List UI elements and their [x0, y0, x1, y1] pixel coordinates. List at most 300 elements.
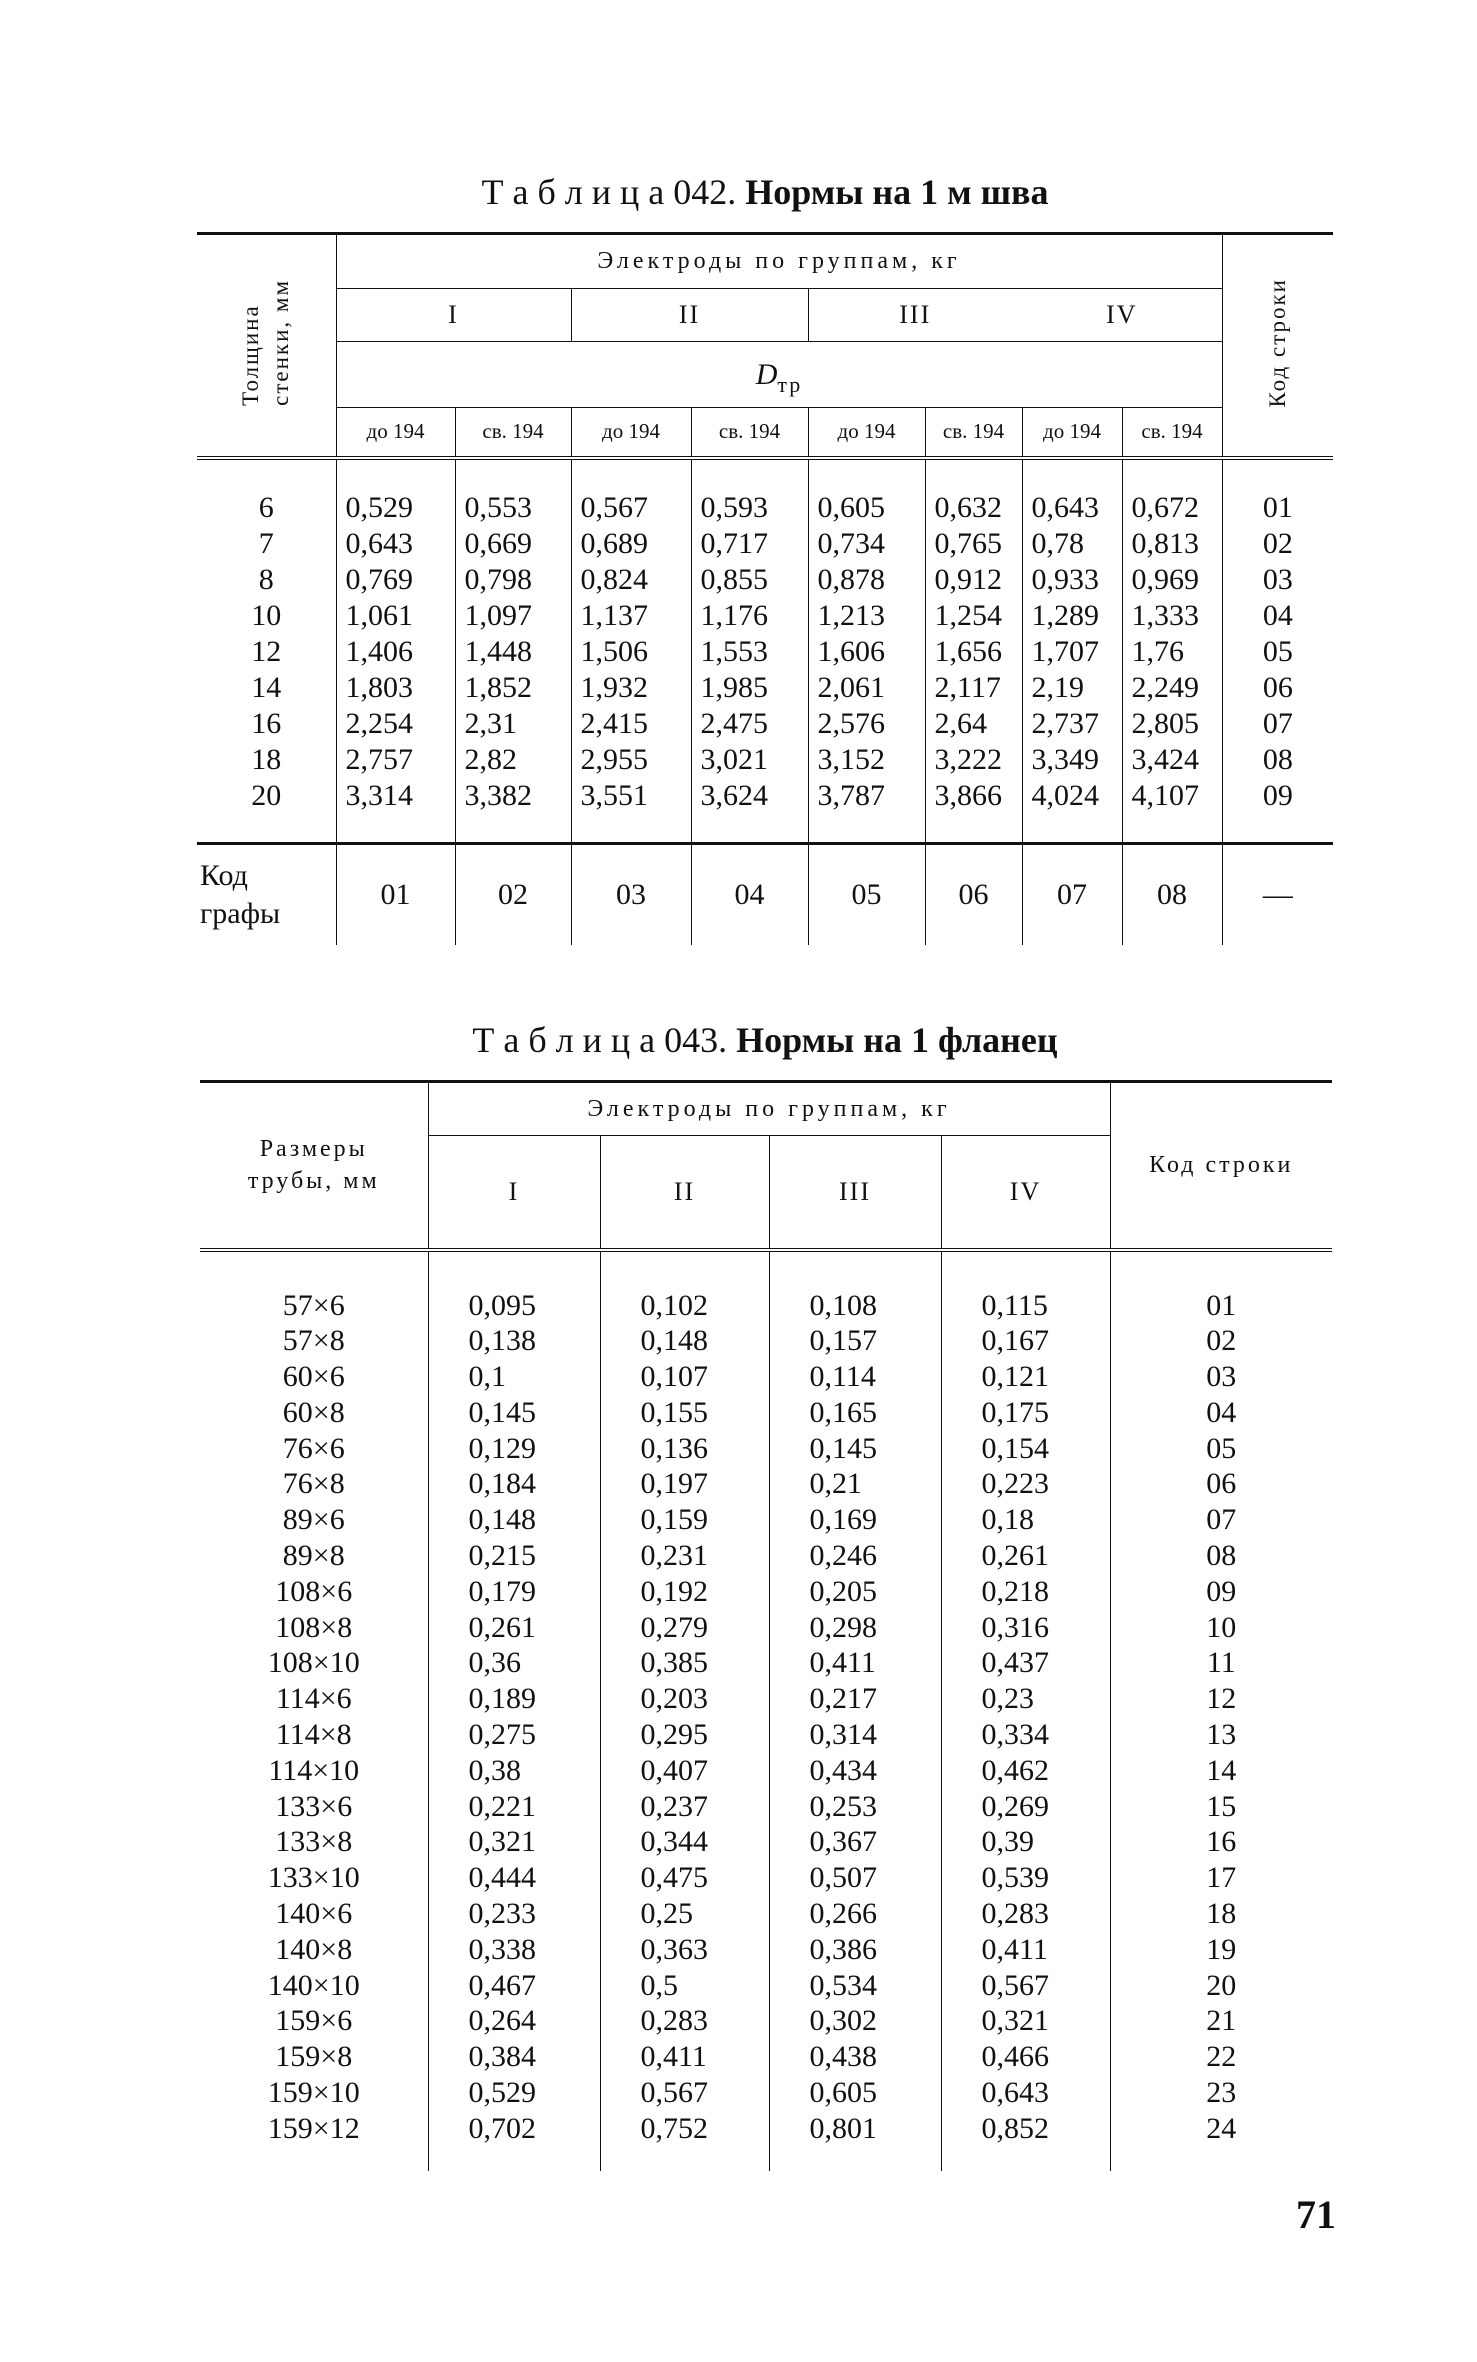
table-row — [200, 1250, 1332, 1324]
wall-thickness-header — [197, 234, 336, 458]
value-cell: 0,138 — [428, 1323, 600, 1359]
value-cell: 0,295 — [600, 1717, 769, 1753]
value-cell: 4,107 — [1122, 778, 1222, 844]
pipe-size-cell: 140×10 — [267, 1968, 360, 2002]
value-cell: 0,933 — [1022, 562, 1122, 598]
row-code-cell: 04 — [1110, 1395, 1332, 1431]
wall-thickness-cell: 14 — [251, 670, 282, 704]
value-cell: 0,386 — [769, 1932, 941, 1968]
value-cell: 0,129 — [428, 1431, 600, 1467]
value-cell: 3,349 — [1022, 742, 1122, 778]
value-cell: 3,222 — [925, 742, 1022, 778]
value-cell: 0,411 — [941, 1932, 1110, 1968]
value-cell: 3,021 — [691, 742, 808, 778]
row-code-cell: 19 — [1110, 1932, 1332, 1968]
value-cell: 1,803 — [336, 670, 455, 706]
group-header-I: I — [428, 1136, 600, 1250]
header-row-diameter — [197, 342, 1333, 408]
table-row — [197, 526, 1333, 562]
value-cell: 0,567 — [600, 2075, 769, 2111]
value-cell: 0,593 — [691, 458, 808, 526]
group-header-III: III — [769, 1136, 941, 1250]
pipe-size-cell: 114×8 — [275, 1718, 352, 1752]
value-cell: 1,852 — [455, 670, 571, 706]
value-cell: 0,852 — [941, 2111, 1110, 2171]
value-cell: 0,283 — [600, 2003, 769, 2039]
column-code-cell: 03 — [571, 843, 691, 945]
table-row — [200, 1359, 1332, 1395]
value-cell: 3,787 — [808, 778, 925, 844]
table-row — [200, 1574, 1332, 1610]
value-cell: 0,148 — [600, 1323, 769, 1359]
value-cell: 2,64 — [925, 706, 1022, 742]
value-cell: 0,605 — [808, 458, 925, 526]
table-row — [200, 1681, 1332, 1717]
value-cell: 1,137 — [571, 598, 691, 634]
value-cell: 0,154 — [941, 1431, 1110, 1467]
value-cell: 0,261 — [428, 1610, 600, 1646]
table-row — [200, 2003, 1332, 2039]
value-cell: 0,261 — [941, 1538, 1110, 1574]
pipe-size-cell: 76×8 — [282, 1467, 345, 1501]
row-code-cell: 08 — [1110, 1538, 1332, 1574]
value-cell: 0,107 — [600, 1359, 769, 1395]
page-number: 71 — [1296, 2192, 1336, 2237]
value-cell: 2,415 — [571, 706, 691, 742]
column-code-cell: 08 — [1122, 843, 1222, 945]
value-cell: 0,438 — [769, 2039, 941, 2075]
table-row — [197, 706, 1333, 742]
row-code-cell: 14 — [1110, 1753, 1332, 1789]
row-code-cell: 03 — [1110, 1359, 1332, 1395]
pipe-size-cell: 108×10 — [267, 1646, 360, 1680]
value-cell: 0,912 — [925, 562, 1022, 598]
value-cell: 1,506 — [571, 634, 691, 670]
column-code-label-line2: графы — [200, 896, 281, 930]
value-cell: 2,31 — [455, 706, 571, 742]
row-code-cell: 05 — [1222, 634, 1333, 670]
value-cell: 0,437 — [941, 1645, 1110, 1681]
table-043-title-number: 043. — [664, 1020, 728, 1060]
value-cell: 0,246 — [769, 1538, 941, 1574]
value-cell: 0,367 — [769, 1824, 941, 1860]
table-042-column-codes — [197, 843, 1333, 945]
value-cell: 2,955 — [571, 742, 691, 778]
pipe-size-cell: 159×8 — [275, 2040, 353, 2074]
row-code-cell: 16 — [1110, 1824, 1332, 1860]
table-row — [200, 2111, 1332, 2171]
table-row — [200, 2075, 1332, 2111]
pipe-size-cell: 159×10 — [267, 2076, 360, 2110]
value-cell: 0,231 — [600, 1538, 769, 1574]
pipe-size-cell: 140×6 — [275, 1897, 353, 1931]
value-cell: 2,254 — [336, 706, 455, 742]
diameter-range-header: до 194 — [336, 408, 455, 458]
row-code-cell: 06 — [1110, 1466, 1332, 1502]
value-cell: 0,824 — [571, 562, 691, 598]
diameter-range-header: до 194 — [1022, 408, 1122, 458]
table-row — [200, 1538, 1332, 1574]
table-042-title-label: Т а б л и ц а — [481, 172, 665, 212]
value-cell: 0,338 — [428, 1932, 600, 1968]
table-042-title-text: Нормы на 1 м шва — [745, 172, 1049, 212]
value-cell: 0,136 — [600, 1431, 769, 1467]
value-cell: 0,813 — [1122, 526, 1222, 562]
value-cell: 0,266 — [769, 1896, 941, 1932]
value-cell: 0,264 — [428, 2003, 600, 2039]
wall-thickness-cell: 7 — [258, 526, 274, 560]
row-code-header-label — [1263, 278, 1293, 408]
electrodes-by-group-header: Электроды по группам, кг — [336, 234, 1222, 289]
row-code-header — [1222, 234, 1333, 458]
pipe-size-cell: 133×10 — [267, 1861, 360, 1895]
table-row — [200, 2039, 1332, 2075]
value-cell: 0,529 — [336, 458, 455, 526]
value-cell: 0,192 — [600, 1574, 769, 1610]
table-042-header — [197, 234, 1333, 458]
value-cell: 1,656 — [925, 634, 1022, 670]
column-code-label-line1: Код — [200, 858, 248, 892]
column-code-cell: 01 — [336, 843, 455, 945]
value-cell: 1,606 — [808, 634, 925, 670]
pipe-size-cell: 114×6 — [275, 1682, 352, 1716]
wall-thickness-header-label — [236, 279, 296, 406]
diameter-range-header: до 194 — [571, 408, 691, 458]
table-row — [200, 1645, 1332, 1681]
value-cell: 0,539 — [941, 1860, 1110, 1896]
pipe-size-cell: 57×8 — [282, 1324, 345, 1358]
pipe-size-label-line1: Размеры — [259, 1136, 368, 1163]
value-cell: 0,411 — [600, 2039, 769, 2075]
table-042-title — [197, 170, 1333, 214]
pipe-size-cell: 114×10 — [268, 1753, 360, 1787]
value-cell: 0,553 — [455, 458, 571, 526]
table-row — [200, 1860, 1332, 1896]
value-cell: 2,117 — [925, 670, 1022, 706]
column-code-row — [197, 843, 1333, 945]
row-code-cell: 01 — [1110, 1250, 1332, 1324]
group-header-III: III — [808, 289, 1022, 342]
table-043-header — [200, 1082, 1332, 1250]
value-cell: 0,302 — [769, 2003, 941, 2039]
row-code-cell: 07 — [1110, 1502, 1332, 1538]
table-row — [197, 742, 1333, 778]
table-row — [197, 598, 1333, 634]
value-cell: 0,25 — [600, 1896, 769, 1932]
pipe-size-cell: 159×6 — [275, 2004, 353, 2038]
value-cell: 1,553 — [691, 634, 808, 670]
header-row-electrodes — [197, 234, 1333, 289]
value-cell: 1,061 — [336, 598, 455, 634]
value-cell: 0,095 — [428, 1250, 600, 1324]
header-row-groups — [197, 289, 1333, 342]
value-cell: 0,114 — [769, 1359, 941, 1395]
value-cell: 0,969 — [1122, 562, 1222, 598]
value-cell: 0,221 — [428, 1789, 600, 1825]
table-row — [200, 1753, 1332, 1789]
table-043-title — [197, 1018, 1333, 1062]
wall-thickness-cell: 6 — [258, 490, 274, 524]
value-cell: 1,333 — [1122, 598, 1222, 634]
wall-thickness-cell: 10 — [251, 598, 282, 632]
value-cell: 2,82 — [455, 742, 571, 778]
value-cell: 2,757 — [336, 742, 455, 778]
pipe-size-cell: 89×6 — [282, 1503, 345, 1537]
group-header-I: I — [336, 289, 571, 342]
value-cell: 3,382 — [455, 778, 571, 844]
value-cell: 0,269 — [941, 1789, 1110, 1825]
value-cell: 0,197 — [600, 1466, 769, 1502]
table-row — [200, 1896, 1332, 1932]
value-cell: 0,108 — [769, 1250, 941, 1324]
value-cell: 0,669 — [455, 526, 571, 562]
value-cell: 1,76 — [1122, 634, 1222, 670]
value-cell: 0,145 — [428, 1395, 600, 1431]
row-code-cell: 09 — [1222, 778, 1333, 844]
table-row — [200, 1610, 1332, 1646]
value-cell: 0,769 — [336, 562, 455, 598]
row-code-cell: 13 — [1110, 1717, 1332, 1753]
value-cell: 0,752 — [600, 2111, 769, 2171]
wall-thickness-cell: 18 — [251, 742, 282, 776]
diameter-range-header: св. 194 — [925, 408, 1022, 458]
row-code-cell: 09 — [1110, 1574, 1332, 1610]
value-cell: 4,024 — [1022, 778, 1122, 844]
value-cell: 0,643 — [1022, 458, 1122, 526]
value-cell: 0,672 — [1122, 458, 1222, 526]
value-cell: 0,1 — [428, 1359, 600, 1395]
pipe-size-cell: 133×6 — [275, 1789, 353, 1823]
value-cell: 0,605 — [769, 2075, 941, 2111]
table-row — [200, 1824, 1332, 1860]
value-cell: 0,167 — [941, 1323, 1110, 1359]
wall-thickness-cell: 12 — [251, 634, 282, 668]
value-cell: 0,466 — [941, 2039, 1110, 2075]
value-cell: 0,78 — [1022, 526, 1122, 562]
value-cell: 0,165 — [769, 1395, 941, 1431]
row-code-cell: 10 — [1110, 1610, 1332, 1646]
pipe-size-cell: 60×6 — [282, 1360, 345, 1394]
value-cell: 2,061 — [808, 670, 925, 706]
pipe-size-cell: 108×6 — [275, 1574, 353, 1608]
value-cell: 0,275 — [428, 1717, 600, 1753]
table-row — [200, 1932, 1332, 1968]
value-cell: 1,176 — [691, 598, 808, 634]
table-row — [200, 1466, 1332, 1502]
row-code-cell: 21 — [1110, 2003, 1332, 2039]
value-cell: 0,689 — [571, 526, 691, 562]
value-cell: 0,801 — [769, 2111, 941, 2171]
pipe-size-cell: 89×8 — [282, 1539, 345, 1573]
value-cell: 0,344 — [600, 1824, 769, 1860]
value-cell: 0,385 — [600, 1645, 769, 1681]
value-cell: 2,19 — [1022, 670, 1122, 706]
value-cell: 0,39 — [941, 1824, 1110, 1860]
value-cell: 0,411 — [769, 1645, 941, 1681]
diameter-range-header: до 194 — [808, 408, 925, 458]
table-row — [200, 1717, 1332, 1753]
row-code-cell: 03 — [1222, 562, 1333, 598]
pipe-size-cell: 159×12 — [267, 2111, 360, 2145]
value-cell: 0,878 — [808, 562, 925, 598]
row-code-cell: 12 — [1110, 1681, 1332, 1717]
diameter-range-header: св. 194 — [691, 408, 808, 458]
table-043-title-label: Т а б л и ц а — [472, 1020, 656, 1060]
value-cell: 0,218 — [941, 1574, 1110, 1610]
table-042-body — [197, 458, 1333, 844]
value-cell: 0,237 — [600, 1789, 769, 1825]
table-row — [200, 1502, 1332, 1538]
value-cell: 0,217 — [769, 1681, 941, 1717]
value-cell: 0,534 — [769, 1968, 941, 2004]
value-cell: 0,102 — [600, 1250, 769, 1324]
value-cell: 1,097 — [455, 598, 571, 634]
value-cell: 0,384 — [428, 2039, 600, 2075]
group-header-IV: IV — [1022, 289, 1222, 342]
row-code-cell: 07 — [1222, 706, 1333, 742]
row-code-cell: 02 — [1110, 1323, 1332, 1359]
value-cell: 0,507 — [769, 1860, 941, 1896]
value-cell: 0,765 — [925, 526, 1022, 562]
value-cell: 0,702 — [428, 2111, 600, 2171]
value-cell: 3,152 — [808, 742, 925, 778]
row-code-cell: 11 — [1110, 1645, 1332, 1681]
value-cell: 3,314 — [336, 778, 455, 844]
value-cell: 2,576 — [808, 706, 925, 742]
value-cell: 3,624 — [691, 778, 808, 844]
wall-thickness-cell: 8 — [258, 562, 274, 596]
value-cell: 0,475 — [600, 1860, 769, 1896]
table-row — [197, 778, 1333, 844]
value-cell: 0,38 — [428, 1753, 600, 1789]
value-cell: 0,643 — [336, 526, 455, 562]
row-code-cell: 18 — [1110, 1896, 1332, 1932]
value-cell: 0,298 — [769, 1610, 941, 1646]
row-code-cell: 05 — [1110, 1431, 1332, 1467]
column-code-cell: 07 — [1022, 843, 1122, 945]
value-cell: 0,223 — [941, 1466, 1110, 1502]
value-cell: 0,203 — [600, 1681, 769, 1717]
value-cell: 0,21 — [769, 1466, 941, 1502]
value-cell: 0,36 — [428, 1645, 600, 1681]
pipe-size-cell: 60×8 — [282, 1395, 345, 1429]
diameter-range-header: св. 194 — [1122, 408, 1222, 458]
table-row — [200, 1789, 1332, 1825]
table-row — [197, 458, 1333, 526]
pipe-diameter-symbol: D — [755, 357, 778, 391]
pipe-size-cell: 140×8 — [275, 1932, 353, 1966]
table-043 — [200, 1080, 1332, 2171]
column-code-cell: 05 — [808, 843, 925, 945]
value-cell: 0,169 — [769, 1502, 941, 1538]
row-code-cell: 15 — [1110, 1789, 1332, 1825]
table-042-title-number: 042. — [673, 172, 737, 212]
table-row — [200, 1431, 1332, 1467]
value-cell: 0,632 — [925, 458, 1022, 526]
diameter-range-header: св. 194 — [455, 408, 571, 458]
header-row-electrodes — [200, 1082, 1332, 1136]
value-cell: 0,233 — [428, 1896, 600, 1932]
row-code-cell: 08 — [1222, 742, 1333, 778]
column-code-dash: — — [1222, 843, 1333, 945]
value-cell: 0,643 — [941, 2075, 1110, 2111]
row-code-cell: 06 — [1222, 670, 1333, 706]
value-cell: 1,213 — [808, 598, 925, 634]
value-cell: 1,448 — [455, 634, 571, 670]
value-cell: 0,314 — [769, 1717, 941, 1753]
value-cell: 0,363 — [600, 1932, 769, 1968]
wall-thickness-cell: 20 — [251, 778, 282, 812]
group-header-II: II — [571, 289, 808, 342]
row-code-cell: 02 — [1222, 526, 1333, 562]
value-cell: 0,145 — [769, 1431, 941, 1467]
pipe-diameter-header — [336, 342, 1222, 408]
value-cell: 0,18 — [941, 1502, 1110, 1538]
value-cell: 0,5 — [600, 1968, 769, 2004]
pipe-size-label-line2: трубы, мм — [247, 1168, 380, 1195]
pipe-size-cell: 76×6 — [282, 1431, 345, 1465]
header-row-diameter-ranges — [197, 408, 1333, 458]
table-042 — [197, 232, 1333, 945]
table-row — [200, 1323, 1332, 1359]
value-cell: 3,424 — [1122, 742, 1222, 778]
value-cell: 0,444 — [428, 1860, 600, 1896]
column-code-cell: 04 — [691, 843, 808, 945]
value-cell: 0,159 — [600, 1502, 769, 1538]
value-cell: 0,205 — [769, 1574, 941, 1610]
row-code-cell: 24 — [1110, 2111, 1332, 2171]
pipe-size-header — [200, 1082, 428, 1250]
column-code-cell: 02 — [455, 843, 571, 945]
column-code-cell: 06 — [925, 843, 1022, 945]
group-header-II: II — [600, 1136, 769, 1250]
value-cell: 0,467 — [428, 1968, 600, 2004]
column-code-label — [197, 843, 336, 945]
pipe-size-cell: 108×8 — [275, 1610, 353, 1644]
value-cell: 0,321 — [428, 1824, 600, 1860]
value-cell: 1,406 — [336, 634, 455, 670]
wall-thickness-label-line1: Толщина — [238, 304, 264, 407]
value-cell: 0,253 — [769, 1789, 941, 1825]
value-cell: 3,866 — [925, 778, 1022, 844]
value-cell: 3,551 — [571, 778, 691, 844]
value-cell: 0,279 — [600, 1610, 769, 1646]
value-cell: 0,155 — [600, 1395, 769, 1431]
row-code-cell: 23 — [1110, 2075, 1332, 2111]
row-code-cell: 17 — [1110, 1860, 1332, 1896]
value-cell: 0,529 — [428, 2075, 600, 2111]
table-043-title-text: Нормы на 1 фланец — [736, 1020, 1058, 1060]
value-cell: 0,157 — [769, 1323, 941, 1359]
value-cell: 2,737 — [1022, 706, 1122, 742]
table-row — [200, 1395, 1332, 1431]
value-cell: 2,475 — [691, 706, 808, 742]
table-row — [197, 670, 1333, 706]
value-cell: 1,985 — [691, 670, 808, 706]
value-cell: 0,717 — [691, 526, 808, 562]
value-cell: 2,249 — [1122, 670, 1222, 706]
table-043-body — [200, 1250, 1332, 2171]
value-cell: 1,254 — [925, 598, 1022, 634]
value-cell: 0,567 — [941, 1968, 1110, 2004]
value-cell: 0,434 — [769, 1753, 941, 1789]
value-cell: 0,184 — [428, 1466, 600, 1502]
row-code-header: Код строки — [1110, 1082, 1332, 1250]
value-cell: 0,734 — [808, 526, 925, 562]
group-header-IV: IV — [941, 1136, 1110, 1250]
value-cell: 0,179 — [428, 1574, 600, 1610]
table-row — [200, 1968, 1332, 2004]
